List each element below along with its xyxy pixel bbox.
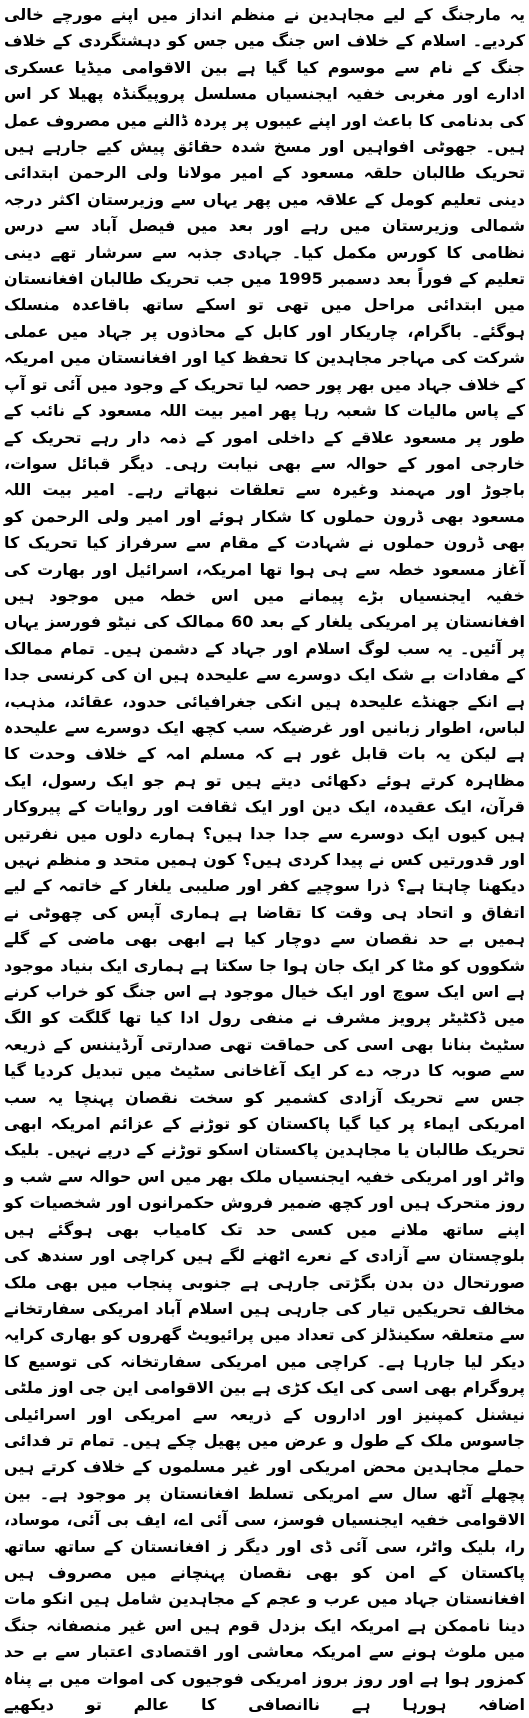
article-body-text: یہ مارجنگ کے لیے مجاہدین نے منظم انداز میں اپنے مورچے خالی کردیے۔ اسلام کے خلاف اس جنگ میں جس کو دہشتگردی کے خلاف جنگ کے نام سے موسوم کیا گیا ہے بین الاقوامی میڈیا عسکری ادارے اور مغربی خفیہ ایجنسیاں مسلسل پروپیگنڈہ پھیلا کر اس کی بدنامی کا باعث اور اپنے عیبوں پر پردہ ڈالنے میں مصروف عمل ہیں۔ جھوٹی افواہیں اور مسخ شدہ حقائق پیش کیے جارہے ہیں تحریک طالبان حلقہ مسعود کے امیر مولانا ولی الرحمن ابتدائی دینی تعلیم کومل کے علاقہ میں پھر یہاں سے وزیرستان اکثر درجہ شمالی وزیرستان میں رہے اور بعد میں فیصل آباد سے درس نظامی کا کورس مکمل کیا۔ جہادی جذبہ سے سرشار تھے دینی تعلیم کے فوراً بعد دسمبر 1995 میں جب تحریک طالبان افغانستان میں ابتدائی مراحل میں تھی تو اسکے ساتھ باقاعدہ منسلک ہوگئے۔ باگرام، چاریکار اور کابل کے محاذوں پر جہاد میں عملی شرکت کی مہاجر مجاہدین کا تحفظ کیا اور افغانستان میں امریکہ کے خلاف جہاد میں بھر پور حصہ لیا تحریک کے وجود میں آئی تو آپ کے پاس مالیات کا شعبہ رہا پھر امیر بیت اللہ مسعود کے نائب کے طور پر مسعود علاقے کے داخلی امور کے ذمہ دار رہے تحریک کے خارجی امور کے حوالہ سے بھی نیابت رہی۔ دیگر قبائل سوات، باجوڑ اور مہمند وغیرہ سے تعلقات نبھاتے رہے۔ امیر بیت اللہ مسعود بھی ڈرون حملوں کا شکار ہوئے اور امیر ولی الرحمن کو بھی ڈرون حملوں نے شہادت کے مقام سے سرفراز کیا تحریک کا آغاز مسعود خطہ سے ہی ہوا تھا امریکہ، اسرائیل اور بھارت کی خفیہ ایجنسیاں بڑے پیمانے میں اس خطہ میں موجود ہیں افغانستان پر امریکی یلغار کے بعد 60 ممالک کی نیٹو فورسز یہاں پر آئیں۔ یہ سب لوگ اسلام اور جہاد کے دشمن ہیں۔ تمام ممالک کے مفادات بے شک ایک دوسرے سے علیحدہ ہیں ان کی کرنسی جدا ہے انکے جھنڈے علیحدہ ہیں انکی جغرافیائی حدود، عقائد، مذہب، لباس، اطوار زبانیں اور غرضیکہ سب کچھ ایک دوسرے سے علیحدہ ہے لیکن یہ بات قابل غور ہے کہ مسلم امہ کے خلاف وحدت کا مظاہرہ کرتے ہوئے دکھائی دیتے ہیں تو ہم جو ایک رسول، ایک قرآن، ایک عقیدہ، ایک دین اور ایک ثقافت اور روایات کے پیروکار ہیں کیوں ایک دوسرے سے جدا جدا ہیں؟ ہمارے دلوں میں نفرتیں اور قدورتیں کس نے پیدا کردی ہیں؟ کون ہمیں متحد و منظم نہیں دیکھنا چاہتا ہے؟ ذرا سوچیے کفر اور صلیبی یلغار کے خاتمہ کے لیے اتفاق و اتحاد ہی وقت کا تقاضا ہے ہماری آپس کی چھوٹی نے ہمیں بے حد نقصان سے دوچار کیا ہے ابھی بھی ماضی کے گلے شکووں کو مٹا کر ایک جان ہوا جا سکتا ہے ہماری ایک بنیاد موجود ہے اس ایک سوچ اور ایک خیال موجود ہے اس جنگ کو خراب کرنے میں ڈکٹیٹر پرویز مشرف نے منفی رول ادا کیا تھا گلگت کو الگ سٹیٹ بنانا بھی اسی کی حماقت تھی صدارتی آرڈیننس کے ذریعہ سے صوبہ کا درجہ دے کر ایک آغاخانی سٹیٹ میں تبدیل کردیا گیا جس سے تحریک آزادی کشمیر کو سخت نقصان پہنچا یہ سب امریکی ایماء پر کیا گیا پاکستان کو توڑنے کے عزائم امریکہ ابھی تحریک طالبان یا مجاہدین پاکستان اسکو توڑنے کے درپے نہیں۔ بلیک واٹر اور امریکی خفیہ ایجنسیاں ملک بھر میں اس حوالہ سے شب و روز متحرک ہیں اور کچھ ضمیر فروش حکمرانوں اور شخصیات کو اپنے ساتھ ملانے میں کسی حد تک کامیاب بھی ہوگئے ہیں بلوچستان سے آزادی کے نعرے اٹھنے لگے ہیں کراچی اور سندھ کی صورتحال دن بدن بگڑتی جارہی ہے جنوبی پنجاب میں بھی ملک مخالف تحریکیں تیار کی جارہی ہیں اسلام آباد امریکی سفارتخانے سے متعلقہ سکینڈلز کی تعداد میں پرائیویٹ گھروں کو بھاری کرایہ دیکر لیا جارہا ہے۔ کراچی میں امریکی سفارتخانہ کی توسیع کا پروگرام بھی اسی کی ایک کڑی ہے بین الاقوامی این جی اوز ملٹی نیشنل کمپنیز اور اداروں کے ذریعہ سے امریکی اور اسرائیلی جاسوس ملک کے طول و عرض میں پھیل چکے ہیں۔ تمام تر فدائی حملے مجاہدین محض امریکی اور غیر مسلموں کے خلاف کرتے ہیں پچھلے آٹھ سال سے امریکی تسلط افغانستان پر موجود ہے۔ بین الاقوامی خفیہ ایجنسیاں فوسز، سی آئی اے، ایف بی آئی، موساد، را، بلیک واٹر، سی آئی ڈی اور دیگر ز افغانستان کے ساتھ ساتھ پاکستان کے امن کو بھی نقصان پہنچانے میں مصروف ہیں افغانستان جہاد میں عرب و عجم کے مجاہدین شامل ہیں انکو مات دینا ناممکن ہے امریکہ ایک بزدل قوم ہیں اس غیر منصفانہ جنگ میں ملوث ہونے سے امریکہ معاشی اور اقتصادی اعتبار سے بے حد کمزور ہوا ہے اور روز بروز امریکی فوجیوں کی اموات میں بے پناہ اضافہ ہورہا ہے ناانصافی کا عالم تو دیکھیے [4, 5, 525, 1714]
